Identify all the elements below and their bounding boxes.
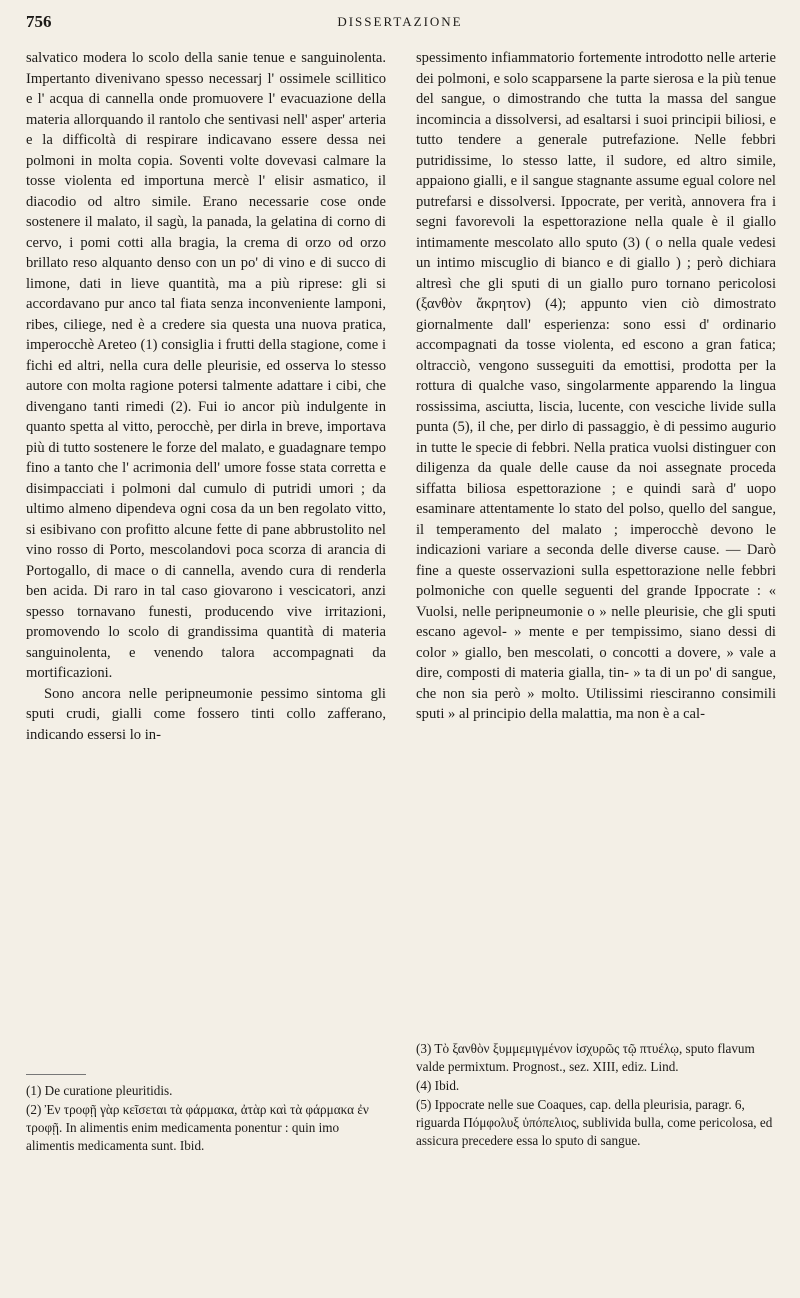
- footnote-1: (1) De curatione pleuritidis.: [26, 1083, 173, 1098]
- footnotes-left: [26, 1082, 386, 1156]
- footnote-rule: [26, 1074, 86, 1075]
- right-column: [416, 48, 776, 725]
- footnotes-right: [416, 1040, 776, 1151]
- footnote-5: (5) Ippocrate nelle sue Coaques, cap. della pleurisia, paragr. 6, riguarda Πόμφολυξ ὑπόπελιος, sublivida bulla, come pericolosa, ed assicura precedere essa lo sputo di sangue.: [416, 1097, 773, 1148]
- left-paragraph-1: salvatico modera lo scolo della sanie tenue e sanguinolenta. Impertanto divenivano spesso necessarj l' ossimele scillitico e l' acqua di cannella onde promuovere l' evacuazione della materia allorquando il rantolo che sentivasi nell' asper' arteria e la difficoltà di respirare indicavano essere dessa nei polmoni in molta copia. Soventi volte dovevasi calmare la tosse violenta ed importuna mercè l' elisir asmatico, il diacodio od altro simile. Erano necessarie cose onde sostenere il malato, il sagù, la panada, la gelatina di corno di cervo, i pomi cotti alla bragia, la crema di orzo od orzo brillato reso alquanto denso con un po' di vino e di succo di limone, dati in lieve quantità, ma a più riprese: gli si accordavano pur anco tal fiata senza inconveniente lamponi, ribes, ciliege, ned è a credere sia questa una nuova pratica, imperocchè Areteo (1) consiglia i frutti della stagione, come i fichi ed altri, nella cura delle pleurisie, ed osserva lo stesso autore con molta ragione potersi talmente adattare i cibi, che divengano tanti rimedi (2). Fui io ancor più indulgente in quanto spetta al vitto, perocchè, per dirla in breve, importava più di tutto sostenere le forze del malato, e guadagnare tempo fino a tanto che l' acrimonia dell' umore fosse stata corretta e disimpacciati i polmoni dal cumulo di putridi umori ; da ultimo almeno dipendeva ogni cosa da un ben regolato vitto, si esibivano con profitto alcune fette di pane abbrustolito nel vino rosso di Porto, mescolandovi poca scorza di arancia di Portogallo, di mace o di cannella, avendo cura di renderla ben acida. Di raro in tal caso giovarono i vescicatori, anzi spesso tornavano funesti, producendo vive irritazioni, promovendo lo scolo di grandissima quantità di materia sanguinolenta, e venendo talora accompagnati da mortificazioni.: [26, 50, 386, 681]
- left-paragraph-2: Sono ancora nelle peripneumonie pessimo sintoma gli sputi crudi, gialli come fossero tinti collo zafferano, indicando essersi lo in-: [26, 685, 386, 743]
- footnote-2: (2) Ἐν τροφῇ γὰρ κεῖσεται τὰ φάρμακα, ἀτὰρ καὶ τὰ φάρμακα ἐν τροφῇ. In alimentis enim medicamenta ponentur : quin imo alimentis medicamenta sunt. Ibid.: [26, 1102, 369, 1153]
- page-header: [26, 12, 774, 42]
- page-number: 756: [26, 12, 52, 31]
- right-paragraph-1: spessimento infiammatorio fortemente introdotto nelle arterie dei polmoni, e solo scapparsene la parte sierosa e la più tenue del sangue, o dimostrando che tutta la massa del sangue incomincia a dissolversi, ad esaltarsi i suoi principii biliosi, e tutto tendere a generale putrefazione. Nelle febbri putridissime, lo stesso latte, il sudore, ed altro simile, appaiono gialli, e il sangue stagnante assume egual colore nel putrefarsi e dissolversi. Ippocrate, per verità, annovera fra i segni favorevoli la espettorazione nella quale è il giallo intimamente mescolato allo sputo (3) ( o nella quale vedesi un intimo miscuglio di bianco e di giallo ) ; però dichiara altresì che gli sputi di un giallo puro tornano pericolosi (ξανθὸν ἄκρητον) (4); appunto vien ciò dimostrato giornalmente dall' esperienza: sono essi d' ordinario accompagnati da tosse violenta, ed escono a gran fatica; oltracciò, vengono susseguiti da emottisi, prodotta per la rottura di qualche vaso, singolarmente apparendo la lingua rossissima, asciutta, liscia, lucente, con vesciche livide sulla punta (5), il che, per dirlo di passaggio, è di pessimo augurio in tutte le specie di febbri. Nella pratica vuolsi distinguer con diligenza da quale delle cause da noi assegnate proceda siffatta biliosa espettorazione ; e quindi sarà d' uopo esaminare attentamente lo stato del polso, quello del sangue, il temperamento del malato ; imperocchè devono le indicazioni variare a seconda delle diverse cause. — Darò fine a queste osservazioni sulla espettorazione nelle febbri polmoniche con quelle seguenti del grande Ippocrate : « Vuolsi, nelle peripneumonie o » nelle pleurisie, che gli sputi escano agevol- » mente e per tempissimo, siano dessi di color » giallo, ben mescolati, o concotti a dovere, » vale a dire, composti di materia gialla, tin- » ta di un po' di sangue, che non sia però » molto. Utilissimi riesciranno consimili sputi » al principio della malattia, ma non è a cal-: [416, 50, 776, 722]
- left-column: [26, 48, 386, 745]
- footnote-3: (3) Τὸ ξανθὸν ξυμμεμιγμένον ἰσχυρῶς τῷ πτυέλῳ, sputo flavum valde permixtum. Prognost., sez. XIII, ediz. Lind.: [416, 1041, 755, 1074]
- footnote-4: (4) Ibid.: [416, 1078, 460, 1093]
- running-head: DISSERTAZIONE: [337, 14, 463, 29]
